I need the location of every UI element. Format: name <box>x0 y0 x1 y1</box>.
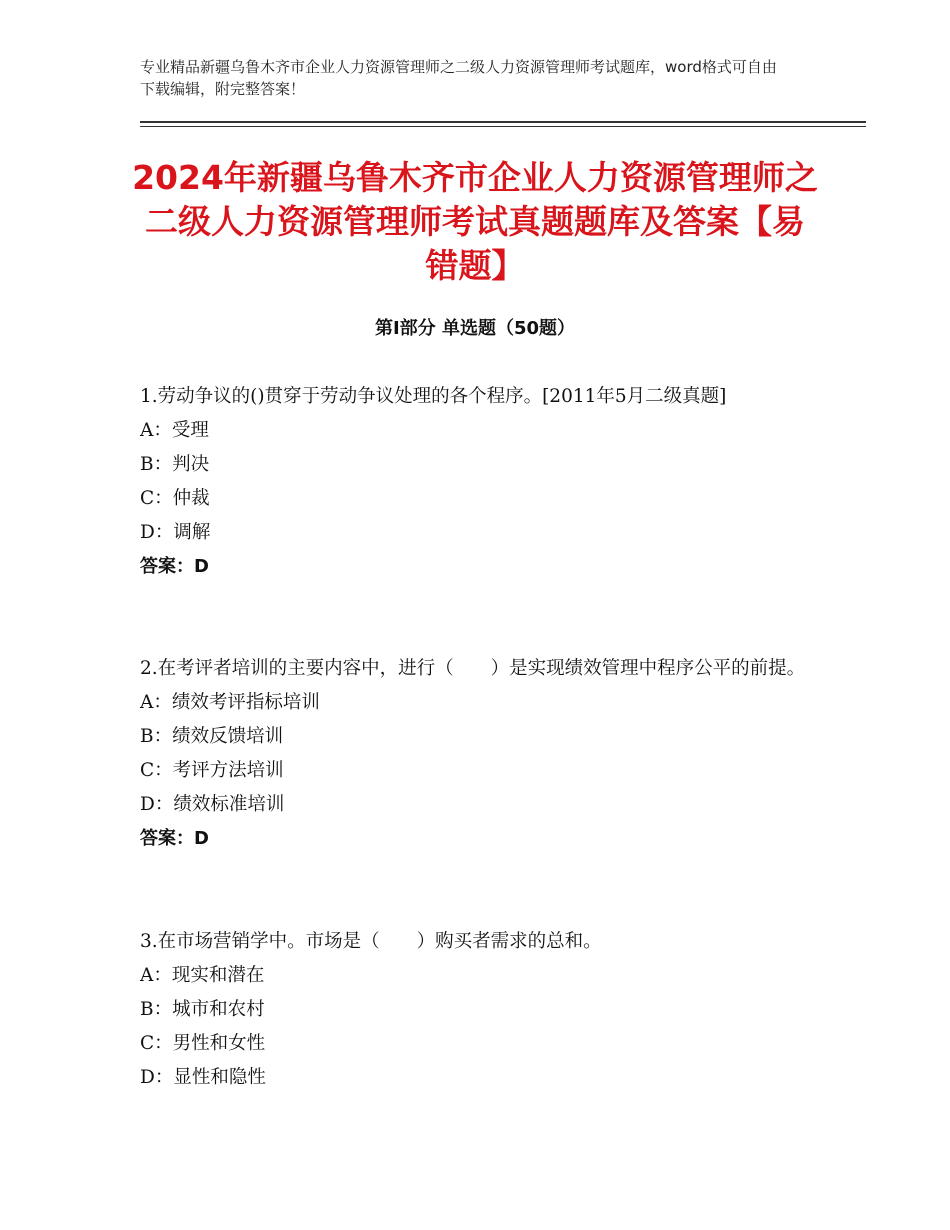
section-title: 第Ⅰ部分 单选题（50题） <box>374 318 575 339</box>
option-c: C：仲裁 <box>140 488 210 509</box>
option-b: B：绩效反馈培训 <box>140 726 284 747</box>
question-text: 2.在考评者培训的主要内容中，进行（ ）是实现绩效管理中程序公平的前提。 <box>140 658 806 679</box>
header-divider-thin <box>140 126 866 127</box>
option-d: D：绩效标准培训 <box>140 794 285 815</box>
question-text: 1.劳动争议的()贯穿于劳动争议处理的各个程序。[2011年5月二级真题] <box>140 386 727 407</box>
option-c: C：考评方法培训 <box>140 760 284 781</box>
question-1 <box>140 380 820 584</box>
header-divider-thick <box>140 121 866 123</box>
option-a: A：现实和潜在 <box>140 965 265 986</box>
answer: 答案：D <box>140 556 209 577</box>
option-d: D：调解 <box>140 522 211 543</box>
option-b: B：城市和农村 <box>140 999 265 1020</box>
question-text: 3.在市场营销学中。市场是（ ）购买者需求的总和。 <box>140 931 602 952</box>
option-c: C：男性和女性 <box>140 1033 266 1054</box>
option-b: B：判决 <box>140 454 210 475</box>
header-note: 专业精品新疆乌鲁木齐市企业人力资源管理师之二级人力资源管理师考试题库，word格式可自由下载编辑，附完整答案！ <box>140 58 777 98</box>
option-d: D：显性和隐性 <box>140 1067 266 1088</box>
option-a: A：绩效考评指标培训 <box>140 692 320 713</box>
question-3 <box>140 925 820 1095</box>
answer: 答案：D <box>140 828 209 849</box>
question-2 <box>140 652 820 856</box>
document-title: 2024年新疆乌鲁木齐市企业人力资源管理师之二级人力资源管理师考试真题题库及答案【易错题】 <box>132 158 818 285</box>
option-a: A：受理 <box>140 420 209 441</box>
